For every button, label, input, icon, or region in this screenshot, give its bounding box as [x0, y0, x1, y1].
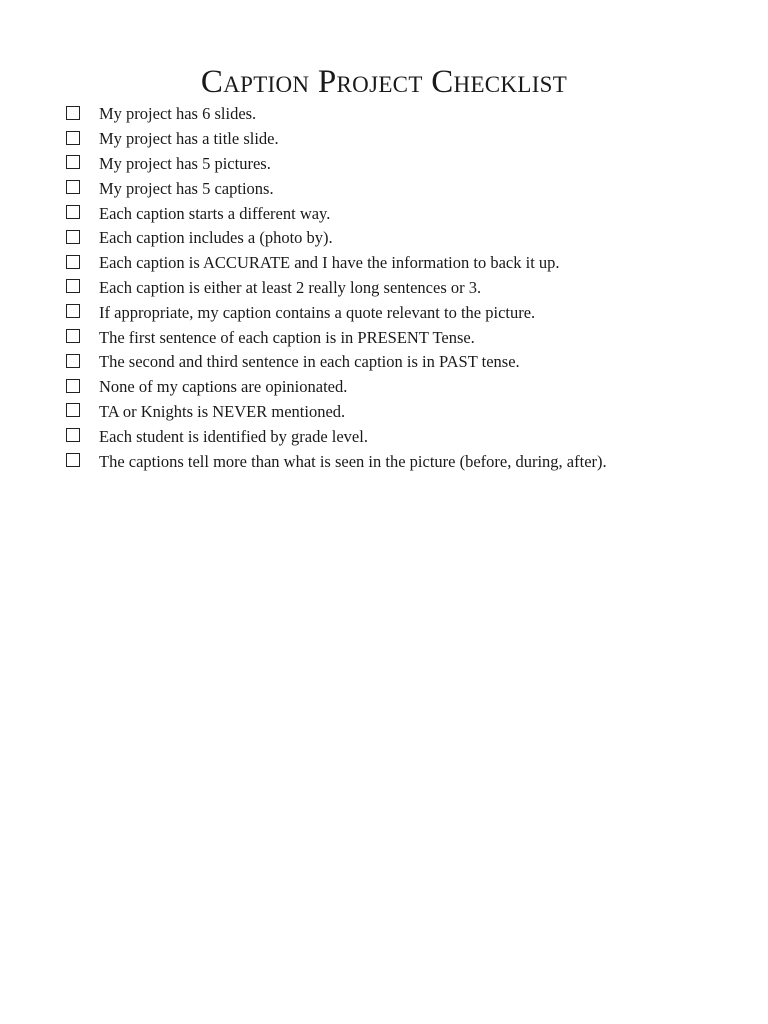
checklist-item	[66, 226, 746, 251]
checklist-item	[66, 424, 746, 449]
checklist-item	[66, 201, 746, 226]
checklist-item-text: None of my captions are opinionated.	[99, 377, 348, 397]
checklist-item-text: The second and third sentence in each caption is in PAST tense.	[99, 352, 520, 372]
checklist-item	[66, 176, 746, 201]
checklist-item-text: Each caption is ACCURATE and I have the information to back it up.	[99, 253, 560, 273]
checkbox[interactable]	[66, 379, 80, 393]
checkbox[interactable]	[66, 230, 80, 244]
checkbox[interactable]	[66, 180, 80, 194]
checklist-item-text: Each student is identified by grade level.	[99, 426, 368, 446]
checkbox[interactable]	[66, 354, 80, 368]
checklist-item	[66, 350, 746, 375]
checklist-item	[66, 400, 746, 425]
checklist-item-text: My project has a title slide.	[99, 129, 279, 149]
checklist-item	[66, 102, 746, 127]
checkbox[interactable]	[66, 453, 80, 467]
checkbox[interactable]	[66, 279, 80, 293]
checklist-item-text: The first sentence of each caption is in PRESENT Tense.	[99, 327, 475, 347]
checklist-item	[66, 449, 746, 474]
checkbox[interactable]	[66, 304, 80, 318]
checkbox[interactable]	[66, 403, 80, 417]
checkbox[interactable]	[66, 131, 80, 145]
checklist	[66, 102, 746, 474]
checklist-item	[66, 325, 746, 350]
checkbox[interactable]	[66, 205, 80, 219]
checkbox[interactable]	[66, 329, 80, 343]
checklist-item	[66, 300, 746, 325]
page-title: Caption Project Checklist	[200, 64, 568, 100]
checklist-item-text: My project has 6 slides.	[99, 104, 257, 124]
checklist-item-text: TA or Knights is NEVER mentioned.	[99, 401, 346, 421]
checklist-item	[66, 127, 746, 152]
checklist-item	[66, 152, 746, 177]
checklist-item	[66, 375, 746, 400]
checklist-item-text: The captions tell more than what is seen in the picture (before, during, after).	[99, 451, 607, 471]
checkbox[interactable]	[66, 106, 80, 120]
checklist-item-text: My project has 5 pictures.	[99, 153, 271, 173]
checklist-item	[66, 276, 746, 301]
checkbox[interactable]	[66, 255, 80, 269]
checkbox[interactable]	[66, 428, 80, 442]
checklist-item-text: My project has 5 captions.	[99, 178, 274, 198]
checklist-item-text: If appropriate, my caption contains a quote relevant to the picture.	[99, 302, 536, 322]
checklist-item-text: Each caption starts a different way.	[99, 203, 331, 223]
checkbox[interactable]	[66, 155, 80, 169]
checklist-item	[66, 251, 746, 276]
checklist-item-text: Each caption includes a (photo by).	[99, 228, 333, 248]
checklist-item-text: Each caption is either at least 2 really long sentences or 3.	[99, 277, 482, 297]
